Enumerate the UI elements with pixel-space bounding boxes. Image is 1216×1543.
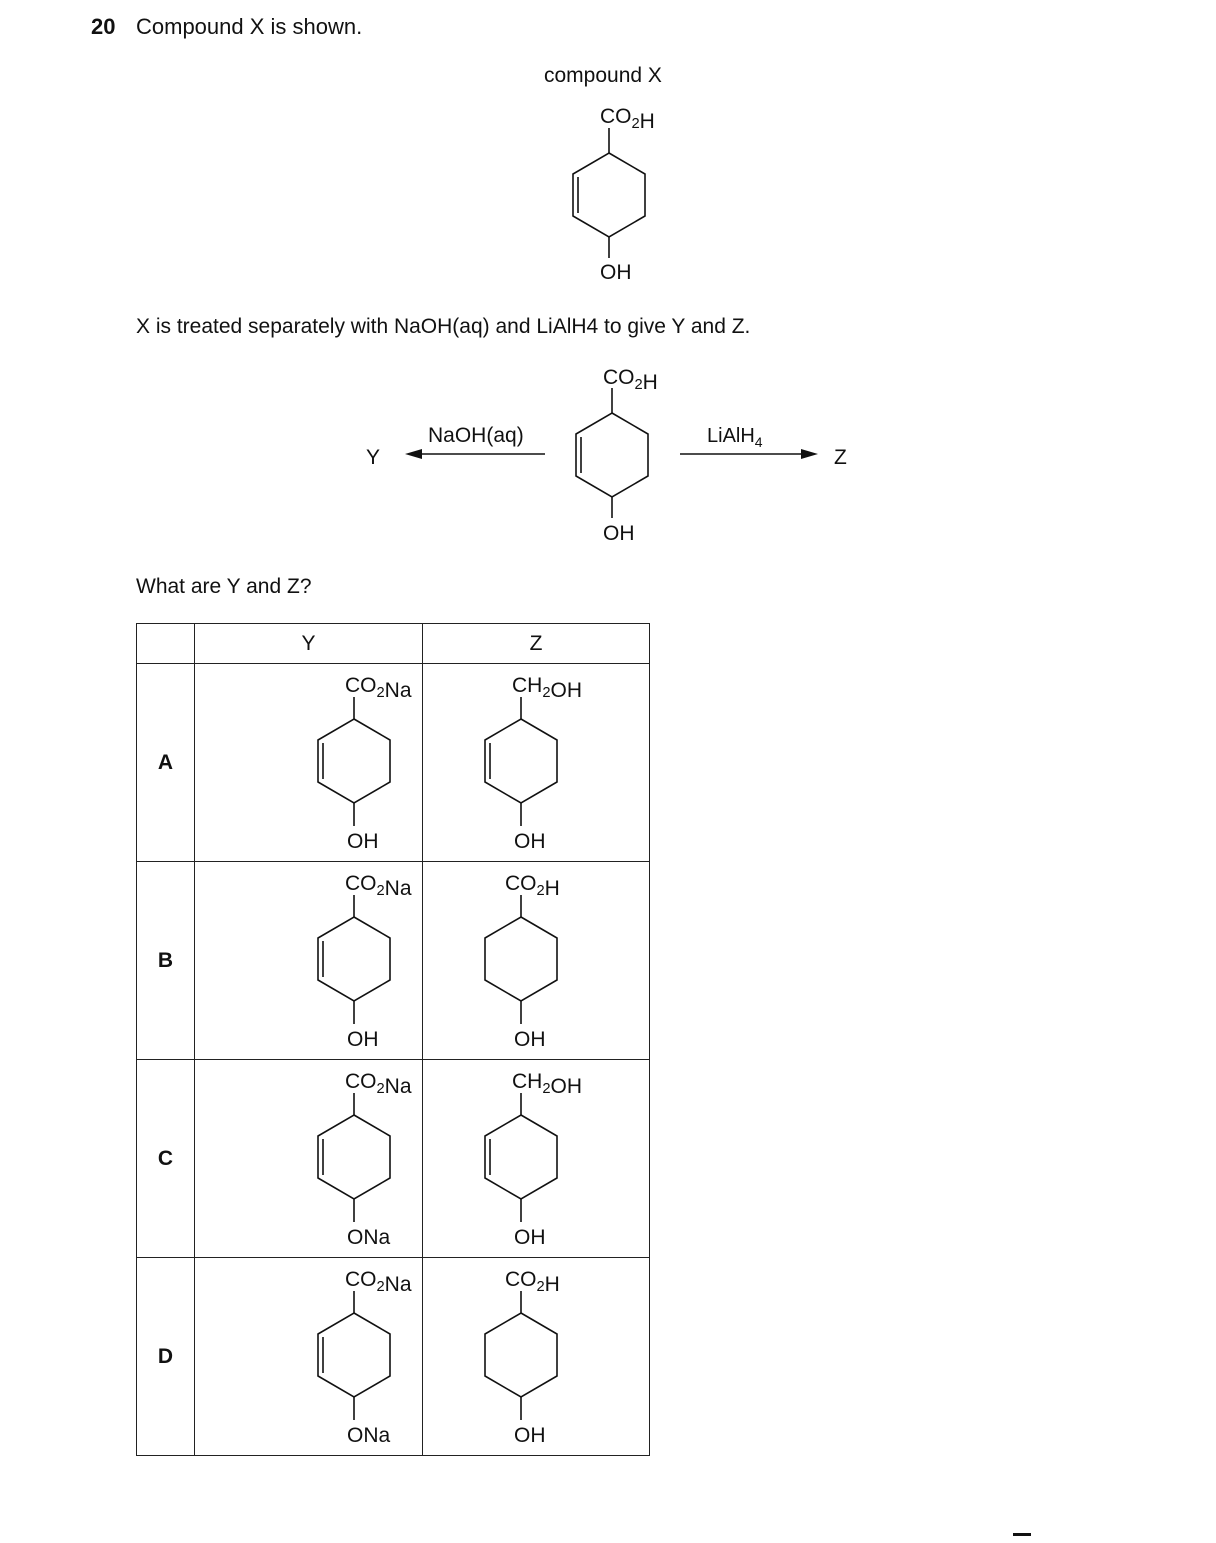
y-structure (195, 1060, 423, 1257)
option-row-d (137, 1258, 650, 1456)
z-structure (423, 862, 650, 1059)
scheme-center-top-group: $CO_2H$ (603, 366, 658, 394)
compound-x-bottom-group: OH (600, 261, 632, 284)
y-bottom-group: OH (347, 1028, 379, 1051)
option-z-cell (423, 1060, 650, 1258)
z-top-group: $CH_2OH$ (512, 1070, 583, 1098)
y-structure (195, 1258, 423, 1455)
option-letter: B (137, 862, 195, 1060)
option-y-cell (195, 1258, 423, 1456)
option-z-cell (423, 664, 650, 862)
option-letter: D (137, 1258, 195, 1456)
option-z-cell (423, 1258, 650, 1456)
treatment-text-content: X is treated separately with NaOH(aq) and LiAlH4 to give Y and Z. (136, 315, 751, 338)
option-letter: A (137, 664, 195, 862)
option-z-cell (423, 862, 650, 1060)
y-top-group: $CO_2Na$ (345, 1070, 412, 1098)
option-row-b (137, 862, 650, 1060)
option-y-cell (195, 862, 423, 1060)
z-structure (423, 1258, 650, 1455)
z-structure (423, 664, 650, 861)
header-z: Z (423, 624, 650, 664)
footer-mark (1013, 1533, 1031, 1536)
y-structure (195, 862, 423, 1059)
y-top-group: $CO_2Na$ (345, 1268, 412, 1296)
z-top-group: $CH_2OH$ (512, 674, 583, 702)
treatment-text (136, 315, 750, 339)
question-prompt: What are Y and Z? (136, 575, 312, 598)
option-row-c (137, 1060, 650, 1258)
compound-x-structure (520, 95, 720, 295)
y-structure (195, 664, 423, 861)
y-bottom-group: OH (347, 830, 379, 853)
z-bottom-group: OH (514, 1424, 546, 1447)
option-row-a (137, 664, 650, 862)
z-bottom-group: OH (514, 1028, 546, 1051)
reaction-scheme (350, 355, 870, 555)
header-y: Y (195, 624, 423, 664)
option-y-cell (195, 1060, 423, 1258)
scheme-right-reagent: LiAlH$_4$ (707, 425, 763, 450)
option-y-cell (195, 664, 423, 862)
compound-caption: compound X (544, 64, 662, 87)
question-number: 20 (91, 14, 116, 39)
y-bottom-group: ONa (347, 1226, 391, 1249)
options-table (136, 623, 650, 1456)
header-blank (137, 624, 195, 664)
z-top-group: $CO_2H$ (505, 872, 560, 900)
compound-x-top-group: $CO_2H$ (600, 105, 655, 133)
y-top-group: $CO_2Na$ (345, 872, 412, 900)
scheme-center-bottom-group: OH (603, 522, 635, 545)
z-top-group: $CO_2H$ (505, 1268, 560, 1296)
table-header-row (137, 624, 650, 664)
scheme-left-reagent: NaOH(aq) (428, 424, 524, 447)
z-structure (423, 1060, 650, 1257)
z-bottom-group: OH (514, 1226, 546, 1249)
y-bottom-group: ONa (347, 1424, 391, 1447)
question-intro: Compound X is shown. (136, 14, 363, 39)
scheme-right-product: Z (834, 446, 847, 469)
z-bottom-group: OH (514, 830, 546, 853)
y-top-group: $CO_2Na$ (345, 674, 412, 702)
scheme-left-product: Y (366, 446, 381, 469)
option-letter: C (137, 1060, 195, 1258)
